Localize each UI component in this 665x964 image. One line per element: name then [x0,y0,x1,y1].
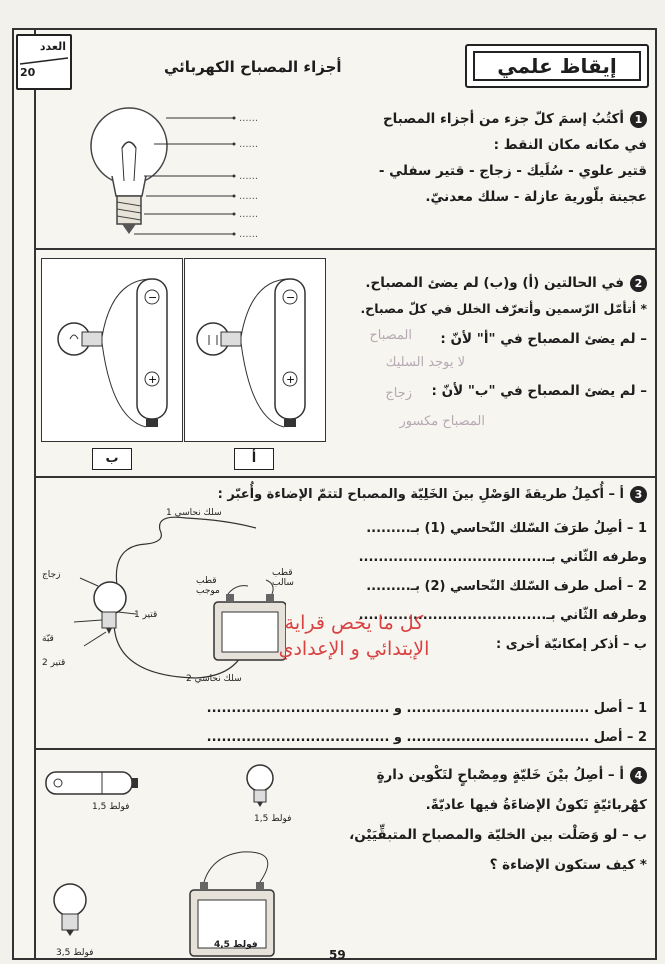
q4-number: 4 [630,767,647,784]
q3-line-4: 2 – أصل طرف السّلك النّحاسي (2) بـ......... [366,579,647,594]
svg-text:−: − [286,291,296,304]
label-pos: قطب موجب [196,576,220,596]
q1-text [267,106,647,210]
circuit-a-box [184,258,326,442]
q2-hand-4: المصباح مكسور [399,414,485,429]
q1-line-4: عجينة بلّورية عازلة - سلك معدنيّ. [425,189,647,205]
q3-line-2: 1 – أصِلُ طرَفَ السّلك النّحاسي (1) بـ......... [366,521,647,536]
q2-line-1: في الحالتين (أ) و(ب) لم يضئ المصباح. [365,275,624,291]
q4-diagram [42,760,292,960]
q1-line-2: في مكانه مكان النقط : [493,137,647,153]
label-tip1: قتير 1 [134,610,158,620]
brand-title: إيقاظ علمي [473,51,641,81]
q3-line-7: 1 – أصل ..................................... و ..................................... [206,701,647,716]
page-title: أجزاء المصباح الكهربائي [164,58,342,76]
issue-label: العدد [39,40,66,53]
label-neg: قطب سالب [272,568,294,588]
svg-text:......: ...... [239,113,259,124]
svg-text:......: ...... [239,191,259,202]
q3-line-8: 2 – أصل ..................................... و ..................................... [206,730,647,745]
page-number: 59 [329,948,346,962]
label-wire2: سلك نحاسي 2 [186,674,242,684]
q2-hand-2: لا يوجد السليك [385,355,465,370]
svg-text:−: − [148,291,158,304]
brand-box [465,44,649,88]
divider-1 [34,248,655,250]
label-b: ب [92,448,132,470]
label-bulb-35: 3,5 فولط [56,948,94,958]
divider-3 [34,748,655,750]
label-wire1: سلك نحاسي 1 [166,508,222,518]
label-tip2: قتير 2 [42,658,66,668]
svg-text:+: + [286,373,296,386]
q2-hand-3: زجاج [385,386,412,401]
circuit-a-icon [185,259,325,441]
q4-line-2: كهْربائيّةٍ تَكونُ الإضاءَةُ فيها عاديّةً. [425,797,647,813]
q1-line-1: أكتُبُ إسمَ كلّ جزء من أجزاء المصباح [382,111,624,127]
label-a: أ [234,448,274,470]
watermark-line-2: الإبتدائي و الإعدادي [278,638,430,660]
circuit-b-icon [42,259,182,441]
q1-number: 1 [630,111,647,128]
issue-box [16,34,72,90]
svg-text:......: ...... [239,209,259,220]
q1-line-3: قتير علوي - سُلَيك - زجاج - قتير سفلي - [378,163,647,179]
q2-line-3: – لم يضئ المصباح في "أ" لأنّ : [440,331,647,347]
q2-hand-1: المصباح [369,328,412,343]
q3-options [47,694,647,752]
q2-line-2: * أتأمّل الرّسمين وأتعرّف الخلل في كلّ مصباح. [360,301,647,316]
q4-line-4: * كيف ستكون الإضاءة ؟ [489,857,647,873]
label-base: قبّة [42,634,54,644]
q4-line-1: أ – أصِلُ بيْنَ خَليّةٍ ومِصْباحٍ لتَكْوين دارةٍ [376,767,624,783]
q4-line-3: ب – لو وَصَلْت بين الخليّة والمصباح المتبقِّيَيْن، [349,827,647,843]
margin-line [34,30,36,958]
q3-line-1: أ – أُكمِلُ طريقةَ الوَصْلِ بينَ الخَلِيّة والمصباح لتتمّ الإضاءة وأُعبّر : [217,487,624,502]
watermark-line-1: كل ما يخص قراية [284,612,424,634]
svg-text:+: + [148,373,158,386]
q3-line-6: ب – أذكر إمكانيّة أخرى : [495,637,647,652]
label-battery-45: 4,5 فولط [214,940,258,950]
q4-text [307,760,647,880]
divider-2 [34,476,655,478]
cells-bulbs-icon [42,760,292,960]
q3-heading [47,482,647,508]
bulb-diagram-q1 [54,96,264,246]
q3-number: 3 [630,486,647,503]
q3-line-3: وطرفه الثّاني بـ...................................... [358,550,647,565]
label-cell-15: 1,5 فولط [92,802,130,812]
worksheet-page [12,28,657,960]
issue-number: 20 [20,66,36,79]
q2-line-4: – لم يضئ المصباح في "ب" لأنّ : [431,383,647,399]
q3-line-5: وطرفه الثّاني بـ...................................... [358,608,647,623]
label-glass: زجاج [42,570,61,580]
q3-diagram [36,506,294,696]
svg-text:......: ...... [239,229,259,240]
bulb-parts-icon [54,96,264,246]
label-bulb-15: 1,5 فولط [254,814,292,824]
wires-bulb-battery-icon [36,506,286,696]
q2-number: 2 [630,275,647,292]
svg-text:......: ...... [239,139,259,150]
svg-text:......: ...... [239,171,259,182]
circuit-b-box [41,258,183,442]
